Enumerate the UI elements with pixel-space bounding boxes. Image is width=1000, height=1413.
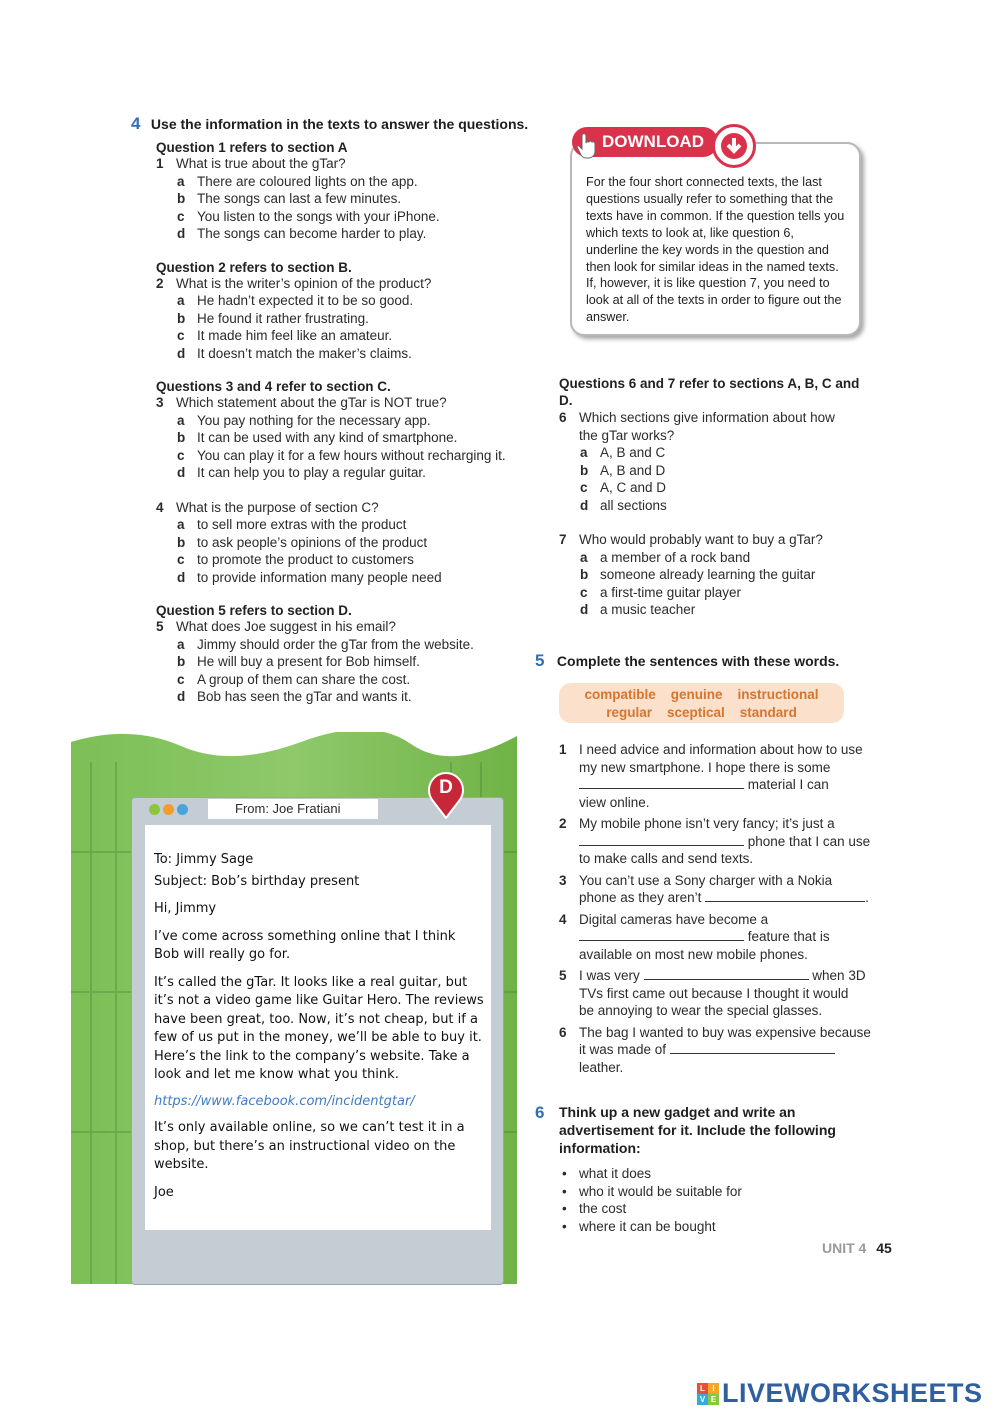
list-item: • the cost bbox=[562, 1201, 627, 1216]
option-3b[interactable]: b It can be used with any kind of smartphone. bbox=[177, 430, 458, 445]
email-body bbox=[145, 825, 491, 1230]
page-footer bbox=[822, 1240, 892, 1256]
blank-input-6[interactable] bbox=[670, 1042, 835, 1054]
option-4b[interactable]: b to ask people’s opinions of the product bbox=[177, 534, 428, 550]
list-item: • who it would be suitable for bbox=[562, 1183, 742, 1199]
question-group-heading: Question 1 refers to section A bbox=[156, 140, 348, 155]
blank-input-4[interactable] bbox=[579, 929, 744, 941]
liveworksheets-logo bbox=[697, 1378, 983, 1409]
window-dot-icon[interactable] bbox=[177, 804, 188, 815]
option-6a[interactable]: a A, B and C bbox=[580, 445, 666, 460]
exercise-number: 4 bbox=[131, 114, 141, 133]
exercise-4-heading bbox=[131, 114, 528, 134]
sentence-6: 6 The bag I wanted to buy was expensive because it was made of leather. bbox=[559, 1024, 871, 1075]
sentence-5: 5 I was very when 3D TVs first came out because I thought it would be annoying to wear the special glasses. bbox=[559, 968, 866, 1018]
sentence-2: 2 My mobile phone isn’t very fancy; it’s just a phone that I can use to make calls and send texts. bbox=[559, 816, 871, 866]
hand-cursor-icon bbox=[574, 131, 600, 159]
sentence-1: 1 I need advice and information about how to use my new smartphone. I hope there is some material I can view online. bbox=[559, 742, 863, 810]
question-1: 1 What is true about the gTar? bbox=[156, 156, 346, 171]
list-item: • what it does bbox=[562, 1166, 652, 1181]
word-bank-item: instructional bbox=[737, 687, 819, 702]
question-group-heading: Questions 6 and 7 refer to sections A, B, C and D. bbox=[559, 376, 860, 408]
email-from-field: From: Joe Fratiani bbox=[208, 799, 378, 819]
question-3: 3 Which statement about the gTar is NOT true? bbox=[156, 395, 447, 410]
email-paragraph: It’s called the gTar. It looks like a real guitar, but it’s not a video game like Guitar Hero. The reviews have been great, too. Now, it’s not cheap, but if a few of us put in the money, we’ll be able to buy it. Here’s the link to the company’s website. Take a look and let me know what you think. bbox=[154, 974, 484, 1082]
download-tip-text: For the four short connected texts, the last questions usually refer to something that the texts have in common. If the question tells you which texts to look at, like question 6, underline the key words in the question and then look for similar ideas in the named texts. If, however, it is like question 7, you need to look at all of the texts in order to figure out the answer. bbox=[586, 175, 845, 325]
word-bank-item: sceptical bbox=[666, 705, 725, 720]
option-2b[interactable]: b He found it rather frustrating. bbox=[177, 310, 369, 326]
unit-label: UNIT 4 bbox=[822, 1240, 867, 1256]
option-6d[interactable]: d all sections bbox=[580, 497, 667, 513]
list-item: • where it can be bought bbox=[562, 1218, 716, 1234]
option-2c[interactable]: c It made him feel like an amateur. bbox=[177, 328, 393, 343]
word-bank-item: compatible bbox=[584, 687, 656, 702]
email-paragraph: It’s only available online, so we can’t test it in a shop, but there’s an instructional video on the website. bbox=[154, 1120, 465, 1172]
email-to: To: Jimmy Sage bbox=[154, 852, 254, 867]
blank-input-5[interactable] bbox=[644, 968, 809, 980]
question-5: 5 What does Joe suggest in his email? bbox=[156, 619, 396, 634]
brand-name: LIVEWORKSHEETS bbox=[722, 1378, 983, 1408]
option-1c[interactable]: c You listen to the songs with your iPhone. bbox=[177, 208, 440, 224]
logo-icon: L I V E bbox=[697, 1383, 719, 1405]
word-bank bbox=[559, 683, 844, 723]
option-1a[interactable]: a There are coloured lights on the app. bbox=[177, 173, 418, 189]
question-group-heading: Question 2 refers to section B. bbox=[156, 259, 352, 275]
option-4c[interactable]: c to promote the product to customers bbox=[177, 552, 414, 567]
exercise-title: Use the information in the texts to answer the questions. bbox=[150, 116, 529, 132]
window-dot-icon[interactable] bbox=[163, 804, 174, 815]
option-2a[interactable]: a He hadn’t expected it to be so good. bbox=[177, 293, 414, 308]
page-number: 45 bbox=[876, 1240, 892, 1256]
right-questions bbox=[559, 375, 869, 619]
question-group-heading: Question 5 refers to section D. bbox=[156, 603, 352, 618]
option-7b[interactable]: b someone already learning the guitar bbox=[580, 567, 816, 582]
exercise-6-bullets bbox=[562, 1165, 862, 1235]
exercise-5-sentences bbox=[559, 741, 889, 1076]
blank-input-2[interactable] bbox=[579, 834, 744, 846]
question-4: 4 What is the purpose of section C? bbox=[156, 499, 379, 515]
question-2: 2 What is the writer’s opinion of the product? bbox=[156, 275, 432, 291]
option-3d[interactable]: d It can help you to play a regular guitar. bbox=[177, 465, 426, 480]
email-window bbox=[131, 797, 504, 1285]
exercise-5-heading: 5 Complete the sentences with these words. bbox=[535, 651, 840, 670]
word-bank-item: genuine bbox=[670, 687, 723, 702]
question-group-heading: Questions 3 and 4 refer to section C. bbox=[156, 379, 391, 394]
section-d-badge: D bbox=[427, 771, 465, 819]
option-5b[interactable]: b He will buy a present for Bob himself. bbox=[177, 654, 420, 669]
window-dot-icon[interactable] bbox=[149, 804, 160, 815]
download-arrow-icon[interactable] bbox=[712, 124, 756, 168]
option-7d[interactable]: d a music teacher bbox=[580, 602, 696, 617]
sentence-4: 4 Digital cameras have become a feature that is available on most new mobile phones. bbox=[559, 911, 830, 962]
option-2d[interactable]: d It doesn’t match the maker’s claims. bbox=[177, 345, 412, 361]
option-5d[interactable]: d Bob has seen the gTar and wants it. bbox=[177, 689, 412, 704]
email-subject: Subject: Bob’s birthday present bbox=[154, 873, 360, 889]
word-bank-item: regular bbox=[606, 705, 652, 720]
option-3a[interactable]: a You pay nothing for the necessary app. bbox=[177, 412, 431, 428]
option-4a[interactable]: a to sell more extras with the product bbox=[177, 517, 407, 532]
option-1d[interactable]: d The songs can become harder to play. bbox=[177, 226, 427, 241]
option-3c[interactable]: c You can play it for a few hours without recharging it. bbox=[177, 447, 506, 463]
option-5a[interactable]: a Jimmy should order the gTar from the website. bbox=[177, 636, 474, 652]
option-4d[interactable]: d to provide information many people need bbox=[177, 569, 442, 585]
email-paragraph: I’ve come across something online that I think Bob will really go for. bbox=[154, 928, 456, 962]
download-tip-box bbox=[570, 142, 861, 336]
option-6b[interactable]: b A, B and D bbox=[580, 462, 666, 478]
download-label: DOWNLOAD bbox=[572, 127, 718, 157]
option-6c[interactable]: c A, C and D bbox=[580, 480, 667, 495]
email-signature: Joe bbox=[154, 1184, 174, 1200]
question-6: 6 Which sections give information about how the gTar works? bbox=[559, 410, 835, 443]
question-7: 7 Who would probably want to buy a gTar? bbox=[559, 532, 823, 547]
left-questions bbox=[156, 140, 546, 706]
option-7a[interactable]: a a member of a rock band bbox=[580, 549, 751, 565]
blank-input-3[interactable] bbox=[705, 890, 865, 902]
option-1b[interactable]: b The songs can last a few minutes. bbox=[177, 191, 402, 206]
word-bank-item: standard bbox=[739, 705, 797, 720]
option-7c[interactable]: c a first-time guitar player bbox=[580, 584, 742, 600]
email-greeting: Hi, Jimmy bbox=[154, 901, 217, 916]
option-5c[interactable]: c A group of them can share the cost. bbox=[177, 671, 411, 687]
blank-input-1[interactable] bbox=[579, 777, 744, 789]
email-link[interactable]: https://www.facebook.com/incidentgtar/ bbox=[154, 1093, 415, 1109]
sentence-3: 3 You can’t use a Sony charger with a Nokia phone as they aren’t . bbox=[559, 872, 869, 905]
exercise-6-heading: 6 Think up a new gadget and write an advertisement for it. Include the following information: bbox=[535, 1103, 836, 1156]
window-controls bbox=[149, 804, 188, 815]
